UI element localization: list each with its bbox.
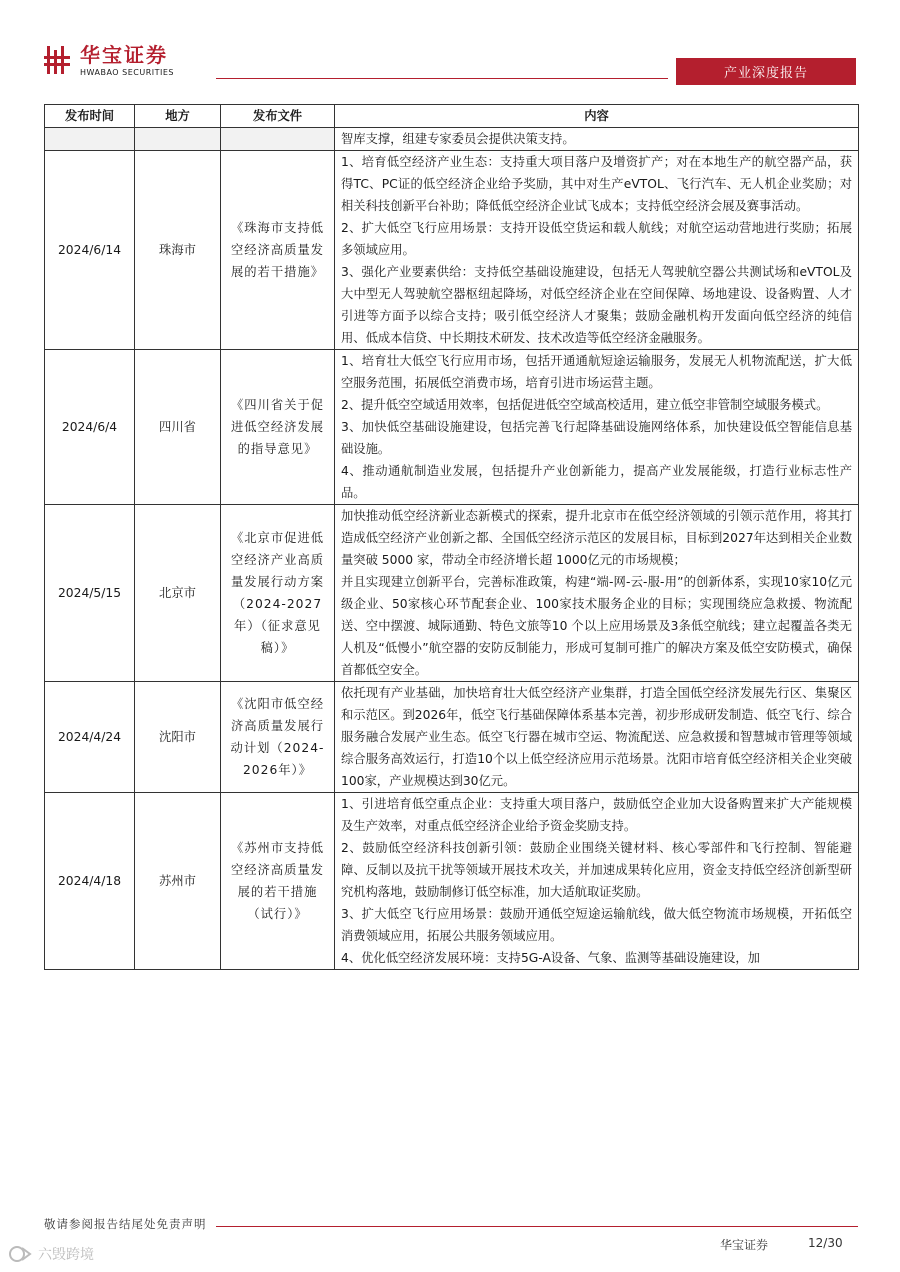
header-divider (216, 78, 668, 79)
content-line: 3、强化产业要素供给：支持低空基础设施建设，包括无人驾驶航空器公共测试场和eVTOL及大中型无人驾驶航空器枢纽起降场，对低空经济企业在空间保障、场地建设、设备购置、人才引进等方面予以综合支持；吸引低空经济人才聚集；鼓励金融机构开发面向低空经济的纯信用、低成本信贷、中长期技术研发、技术改造等低空经济金融服务。 (341, 265, 852, 345)
content-line: 3、扩大低空飞行应用场景：鼓励开通低空短途运输航线，做大低空物流市场规模，开拓低空消费领域应用，拓展公共服务领域应用。 (341, 907, 852, 943)
content-line: 4、优化低空经济发展环境：支持5G-A设备、气象、监测等基础设施建设，加 (341, 951, 760, 965)
cell-region: 珠海市 (135, 151, 221, 350)
cell-content (335, 682, 859, 793)
content-line: 1、培育壮大低空飞行应用市场，包括开通通航短途运输服务，发展无人机物流配送，扩大低空服务范围，拓展低空消费市场，培育引进市场运营主题。 (341, 354, 852, 390)
content-line: 并且实现建立创新平台，完善标准政策，构建“端-网-云-服-用”的创新体系，实现10家10亿元级企业、50家核心环节配套企业、100家技术服务企业的目标；实现围绕应急救援、物流配送、空中摆渡、城际通勤、特色文旅等10 个以上应用场景及3条低空航线；建立起覆盖各类无人机及“低慢小”航空器的安防反制能力，形成可复制可推广的解决方案及低空安防模式，确保首都低空安全。 (341, 575, 852, 677)
page-header (0, 0, 900, 100)
cell-date: 2024/5/15 (45, 505, 135, 682)
content-line: 加快推动低空经济新业态新模式的探索，提升北京市在低空经济领域的引领示范作用，将其打造成低空经济产业创新之都、全国低空经济示范区的发展目标，目标到2027年达到相关企业数量突破 5000 家，带动全市经济增长超 1000亿元的市场规模； (341, 509, 852, 567)
cell-date: 2024/4/18 (45, 793, 135, 970)
content-line: 依托现有产业基础，加快培育壮大低空经济产业集群，打造全国低空经济发展先行区、集聚区和示范区。到2026年，低空飞行基础保障体系基本完善，初步形成研发制造、低空飞行、综合服务融合发展产业生态。低空飞行器在城市空运、物流配送、应急救援和智慧城市管理等领域综合服务高效运行，打造10个以上低空经济应用示范场景。沈阳市培育低空经济相关企业突破100家，产业规模达到30亿元。 (341, 686, 852, 788)
table-row (45, 350, 859, 505)
cell-empty (45, 128, 135, 151)
cell-empty (221, 128, 335, 151)
cell-region: 北京市 (135, 505, 221, 682)
cell-empty (135, 128, 221, 151)
logo-chinese-name: 华宝证券 (80, 43, 168, 67)
table-row (45, 151, 859, 350)
content-line: 2、鼓励低空经济科技创新引领：鼓励企业围绕关键材料、核心零部件和飞行控制、智能避障、反制以及抗干扰等领域开展技术攻关，并加速成果转化应用，资金支持低空经济创新型研究机构落地，鼓励制修订低空标准，加大适航取证奖励。 (341, 841, 852, 899)
cell-region: 四川省 (135, 350, 221, 505)
table-row (45, 793, 859, 970)
cell-document: 《沈阳市低空经济高质量发展行动计划（2024-2026年）》 (221, 682, 335, 793)
hwabao-logo-icon (44, 44, 72, 76)
cell-document: 《四川省关于促进低空经济发展的指导意见》 (221, 350, 335, 505)
header-region: 地方 (135, 105, 221, 128)
cell-content-continuation (335, 128, 859, 151)
header-date: 发布时间 (45, 105, 135, 128)
cell-date: 2024/6/14 (45, 151, 135, 350)
footer-brand: 华宝证券 (720, 1238, 769, 1252)
cell-content (335, 793, 859, 970)
cell-date: 2024/4/24 (45, 682, 135, 793)
content-line: 2、提升低空空域适用效率，包括促进低空空域高校适用，建立低空非管制空域服务模式。 (341, 398, 829, 412)
logo-english-name: HWABAO SECURITIES (80, 68, 174, 77)
cell-region: 苏州市 (135, 793, 221, 970)
cell-document: 《苏州市支持低空经济高质量发展的若干措施（试行）》 (221, 793, 335, 970)
header-content: 内容 (335, 105, 859, 128)
header-document: 发布文件 (221, 105, 335, 128)
watermark-logo-icon (8, 1244, 34, 1264)
table-row (45, 505, 859, 682)
content-line: 1、引进培育低空重点企业：支持重大项目落户，鼓励低空企业加大设备购置来扩大产能规模及生产效率，对重点低空经济企业给予资金奖励支持。 (341, 797, 852, 833)
content-line: 3、加快低空基础设施建设，包括完善飞行起降基础设施网络体系，加快建设低空智能信息基础设施。 (341, 420, 852, 456)
cell-content (335, 505, 859, 682)
cell-content (335, 350, 859, 505)
content-line: 2、扩大低空飞行应用场景：支持开设低空货运和载人航线；对航空运动营地进行奖励；拓展多领域应用。 (341, 221, 852, 257)
page-number: 12/30 (808, 1236, 843, 1250)
cell-date: 2024/6/4 (45, 350, 135, 505)
report-type-badge: 产业深度报告 (676, 58, 856, 85)
content-line: 1、培育低空经济产业生态：支持重大项目落户及增资扩产；对在本地生产的航空器产品，获得TC、PC证的低空经济企业给予奖励，其中对生产eVTOL、飞行汽车、无人机企业奖励；对相关科技创新平台补助；降低低空经济企业试飞成本；支持低空经济会展及赛事活动。 (341, 155, 852, 213)
brand-logo (44, 44, 174, 78)
table-header-row (45, 105, 859, 128)
table-row-continuation (45, 128, 859, 151)
watermark (8, 1244, 94, 1264)
cell-region: 沈阳市 (135, 682, 221, 793)
content-line: 智库支撑，组建专家委员会提供决策支持。 (341, 132, 575, 146)
cell-document: 《珠海市支持低空经济高质量发展的若干措施》 (221, 151, 335, 350)
footer-disclaimer: 敬请参阅报告结尾处免责声明 (44, 1217, 207, 1231)
footer-divider (216, 1226, 858, 1227)
cell-document: 《北京市促进低空经济产业高质量发展行动方案（2024-2027年）（征求意见稿）》 (221, 505, 335, 682)
cell-content (335, 151, 859, 350)
table-row (45, 682, 859, 793)
content-line: 4、推动通航制造业发展，包括提升产业创新能力，提高产业发展能级，打造行业标志性产品。 (341, 464, 852, 500)
watermark-text: 六毁跨境 (38, 1247, 94, 1263)
policy-table (44, 104, 859, 970)
